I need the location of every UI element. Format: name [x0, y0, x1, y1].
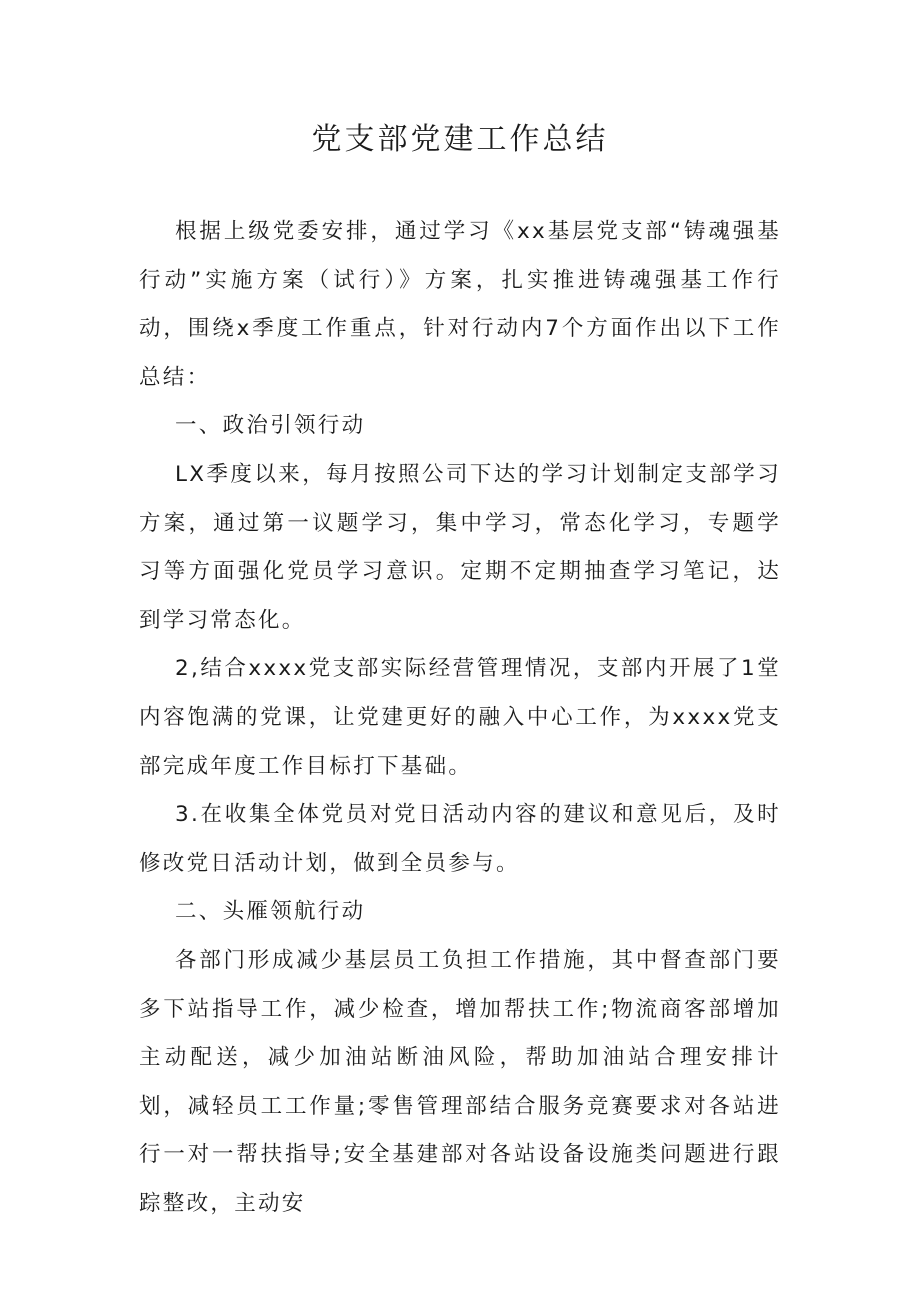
document-body: [139, 208, 781, 1228]
paragraph-party-day-activity: 3.在收集全体党员对党日活动内容的建议和意见后，及时修改党日活动计划，做到全员参与。: [139, 802, 781, 876]
paragraph-party-lesson: 2,结合xxxx党支部实际经营管理情况，支部内开展了1堂内容饱满的党课，让党建更好的融入中心工作，为xxxx党支部完成年度工作目标打下基础。: [139, 656, 781, 779]
document-title: 党支部党建工作总结: [311, 122, 609, 157]
paragraph-reduce-burden: 各部门形成减少基层员工负担工作措施，其中督查部门要多下站指导工作，减少检查，增加帮扶工作;物流商客部增加主动配送，减少加油站断油风险，帮助加油站合理安排计划，减轻员工工作量;零售管理部结合服务竞赛要求对各站进行一对一帮扶指导;安全基建部对各站设备设施类问题进行跟踪整改，主动安: [139, 947, 781, 1216]
intro-paragraph: 根据上级党委安排，通过学习《xx基层党支部“铸魂强基行动”实施方案（试行）》方案，扎实推进铸魂强基工作行动，围绕x季度工作重点，针对行动内7个方面作出以下工作总结：: [139, 219, 781, 390]
section-heading-political-leadership: 一、政治引领行动: [175, 413, 366, 439]
paragraph-study-plan: LX季度以来，每月按照公司下达的学习计划制定支部学习方案，通过第一议题学习，集中学习，常态化学习，专题学习等方面强化党员学习意识。定期不定期抽查学习笔记，达到学习常态化。: [139, 461, 781, 633]
section-heading-leading-goose: 二、头雁领航行动: [175, 899, 366, 925]
